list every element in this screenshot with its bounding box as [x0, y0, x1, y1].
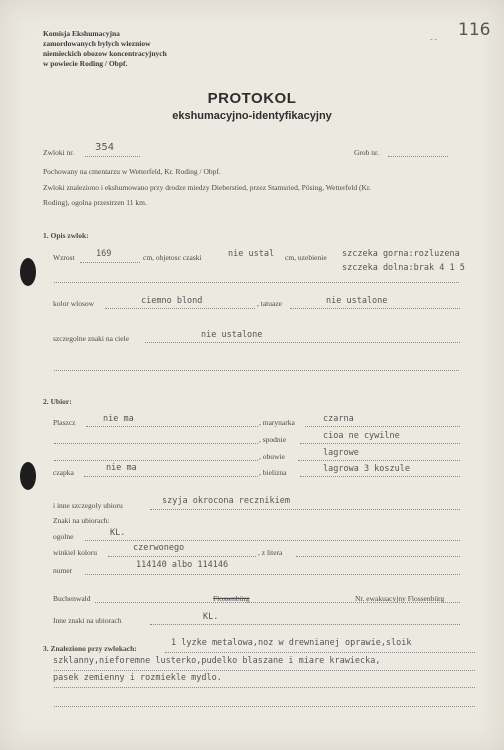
- kolor-line: [105, 308, 255, 309]
- inne-znaki-value: KL.: [203, 612, 219, 622]
- zwloki-line: [85, 156, 140, 157]
- inne-label: i inne szczegoly ubioru: [53, 501, 123, 510]
- tatuaze-label: , tatuaze: [257, 299, 282, 308]
- plaszcz-value: nie ma: [103, 414, 134, 424]
- punch-hole-bottom: [20, 462, 36, 490]
- inne-value: szyja okrocona recznikiem: [162, 496, 290, 506]
- winkiel-value: czerwonego: [133, 543, 185, 553]
- plaszcz-line: [86, 426, 258, 427]
- czaszka-value: nie ustal: [228, 249, 275, 259]
- obuwie-label: , obuwie: [259, 452, 285, 461]
- section3-heading: 3. Znaleziono przy zwlokach:: [43, 644, 137, 653]
- uzebienie-value-1: szczeka gorna:rozluzena: [342, 249, 460, 259]
- tatuaze-value: nie ustalone: [326, 296, 388, 306]
- marynarka-label: , marynarka: [259, 418, 295, 427]
- znaki-label: szczegolne znaki na ciele: [53, 334, 129, 343]
- nr-ewak-label: Nr. ewakuacyjny Flossenbürg: [355, 594, 445, 603]
- intro-line-3: Roding), ogolna przestrzen 11 km.: [43, 198, 147, 207]
- ogolne-value: KL.: [110, 528, 126, 538]
- page-title: PROTOKOL: [207, 90, 297, 107]
- commission-header: [43, 29, 167, 69]
- flossenburg-label: Flossenbürg: [213, 594, 250, 603]
- grob-line: [388, 156, 448, 157]
- winkiel-line: [108, 556, 256, 557]
- wzrost-label: Wzrost: [53, 253, 75, 262]
- uzebienie-line: [54, 282, 459, 283]
- inne-line: [150, 509, 460, 510]
- spodnie-line: [300, 443, 460, 444]
- punch-hole-top: [20, 258, 36, 286]
- header-line-4: w powiecie Roding / Obpf.: [43, 59, 128, 68]
- ogolne-label: ogolne: [53, 532, 74, 541]
- bielizna-label: , bielizna: [259, 468, 287, 477]
- numer-value: 114140 albo 114146: [136, 560, 229, 570]
- znaki-line-2: [54, 370, 459, 371]
- numer-line: [85, 574, 460, 575]
- bielizna-line: [300, 476, 460, 477]
- spodnie-lead-line: [54, 443, 258, 444]
- header-line-2: zamordowanych bylych wiezniow: [43, 39, 151, 48]
- obuwie-lead-line: [54, 460, 258, 461]
- tatuaze-line: [290, 308, 460, 309]
- header-line-3: niemieckich obozow koncentracyjnych: [43, 49, 167, 58]
- inne-znaki-label: Inne znaki na ubiorach: [53, 616, 122, 625]
- czapka-label: czapka: [53, 468, 74, 477]
- litera-label: , z litera: [258, 548, 283, 557]
- ogolne-line: [85, 540, 460, 541]
- intro-line-1: Pochowany na cmentarzu w Wetterfeld, Kr. Roding / Obpf.: [43, 167, 221, 176]
- intro-line-2: Zwloki znaleziono i ekshumowano przy drodze miedzy Dieberstied, przez Stamsried, Pösing, Wetterfeld (Kr.: [43, 183, 371, 192]
- found-items-rule-1: [165, 652, 475, 653]
- section2-heading: 2. Ubior:: [43, 397, 72, 406]
- zwloki-value: 354: [95, 142, 115, 153]
- wzrost-value: 169: [96, 249, 112, 259]
- buchenwald-label: Buchenwald: [53, 594, 91, 603]
- obuwie-value: lagrowe: [323, 448, 359, 458]
- wzrost-line: [80, 262, 140, 263]
- found-items-rule-3: [54, 687, 475, 688]
- litera-line: [296, 556, 460, 557]
- bielizna-value: lagrowa 3 koszule: [323, 464, 410, 474]
- found-items-line-2: szklanny,nieforemne lusterko,pudelko blaszane i miare krawiecka,: [53, 656, 381, 666]
- marynarka-value: czarna: [323, 414, 354, 424]
- spodnie-label: , spodnie: [259, 435, 287, 444]
- inne-znaki-line: [150, 624, 460, 625]
- kolor-value: ciemno blond: [141, 296, 203, 306]
- page-number: 116: [458, 20, 491, 40]
- znaki-ubior-label: Znaki na ubiorach:: [53, 516, 110, 525]
- uzebienie-value-2: szczeka dolna:brak 4 1 5: [342, 263, 465, 273]
- spodnie-value: cioa ne cywilne: [323, 431, 400, 441]
- section1-heading: 1. Opis zwlok:: [43, 231, 89, 240]
- czapka-line: [84, 476, 258, 477]
- winkiel-label: winkiel koloru: [53, 548, 97, 557]
- znaki-line: [145, 342, 460, 343]
- kolor-label: kolor wlosow: [53, 299, 95, 308]
- obuwie-line: [298, 460, 460, 461]
- zwloki-label: Zwloki nr.: [43, 148, 75, 157]
- znaki-value: nie ustalone: [201, 330, 263, 340]
- flossenburg-line: [95, 602, 460, 603]
- page-mark: - -: [430, 34, 437, 43]
- page-subtitle: ekshumacyjno-identyfikacyjny: [172, 110, 332, 122]
- header-line-1: Komisja Ekshumacyjna: [43, 29, 120, 38]
- found-items-line-1: 1 lyzke metalowa,noz w drewnianej oprawie,sloik: [171, 638, 412, 648]
- found-items-rule-2: [54, 670, 475, 671]
- czapka-value: nie ma: [106, 463, 137, 473]
- marynarka-line: [305, 426, 460, 427]
- grob-label: Grob nr.: [354, 148, 379, 157]
- objetosc-label: cm, objetosc czaski: [143, 253, 202, 262]
- numer-label: numer: [53, 566, 73, 575]
- found-items-rule-4: [54, 706, 475, 707]
- found-items-line-3: pasek zemienny i rozmiekle mydlo.: [53, 673, 222, 683]
- uzebienie-label: cm, uzebienie: [285, 253, 327, 262]
- plaszcz-label: Plaszcz: [53, 418, 76, 427]
